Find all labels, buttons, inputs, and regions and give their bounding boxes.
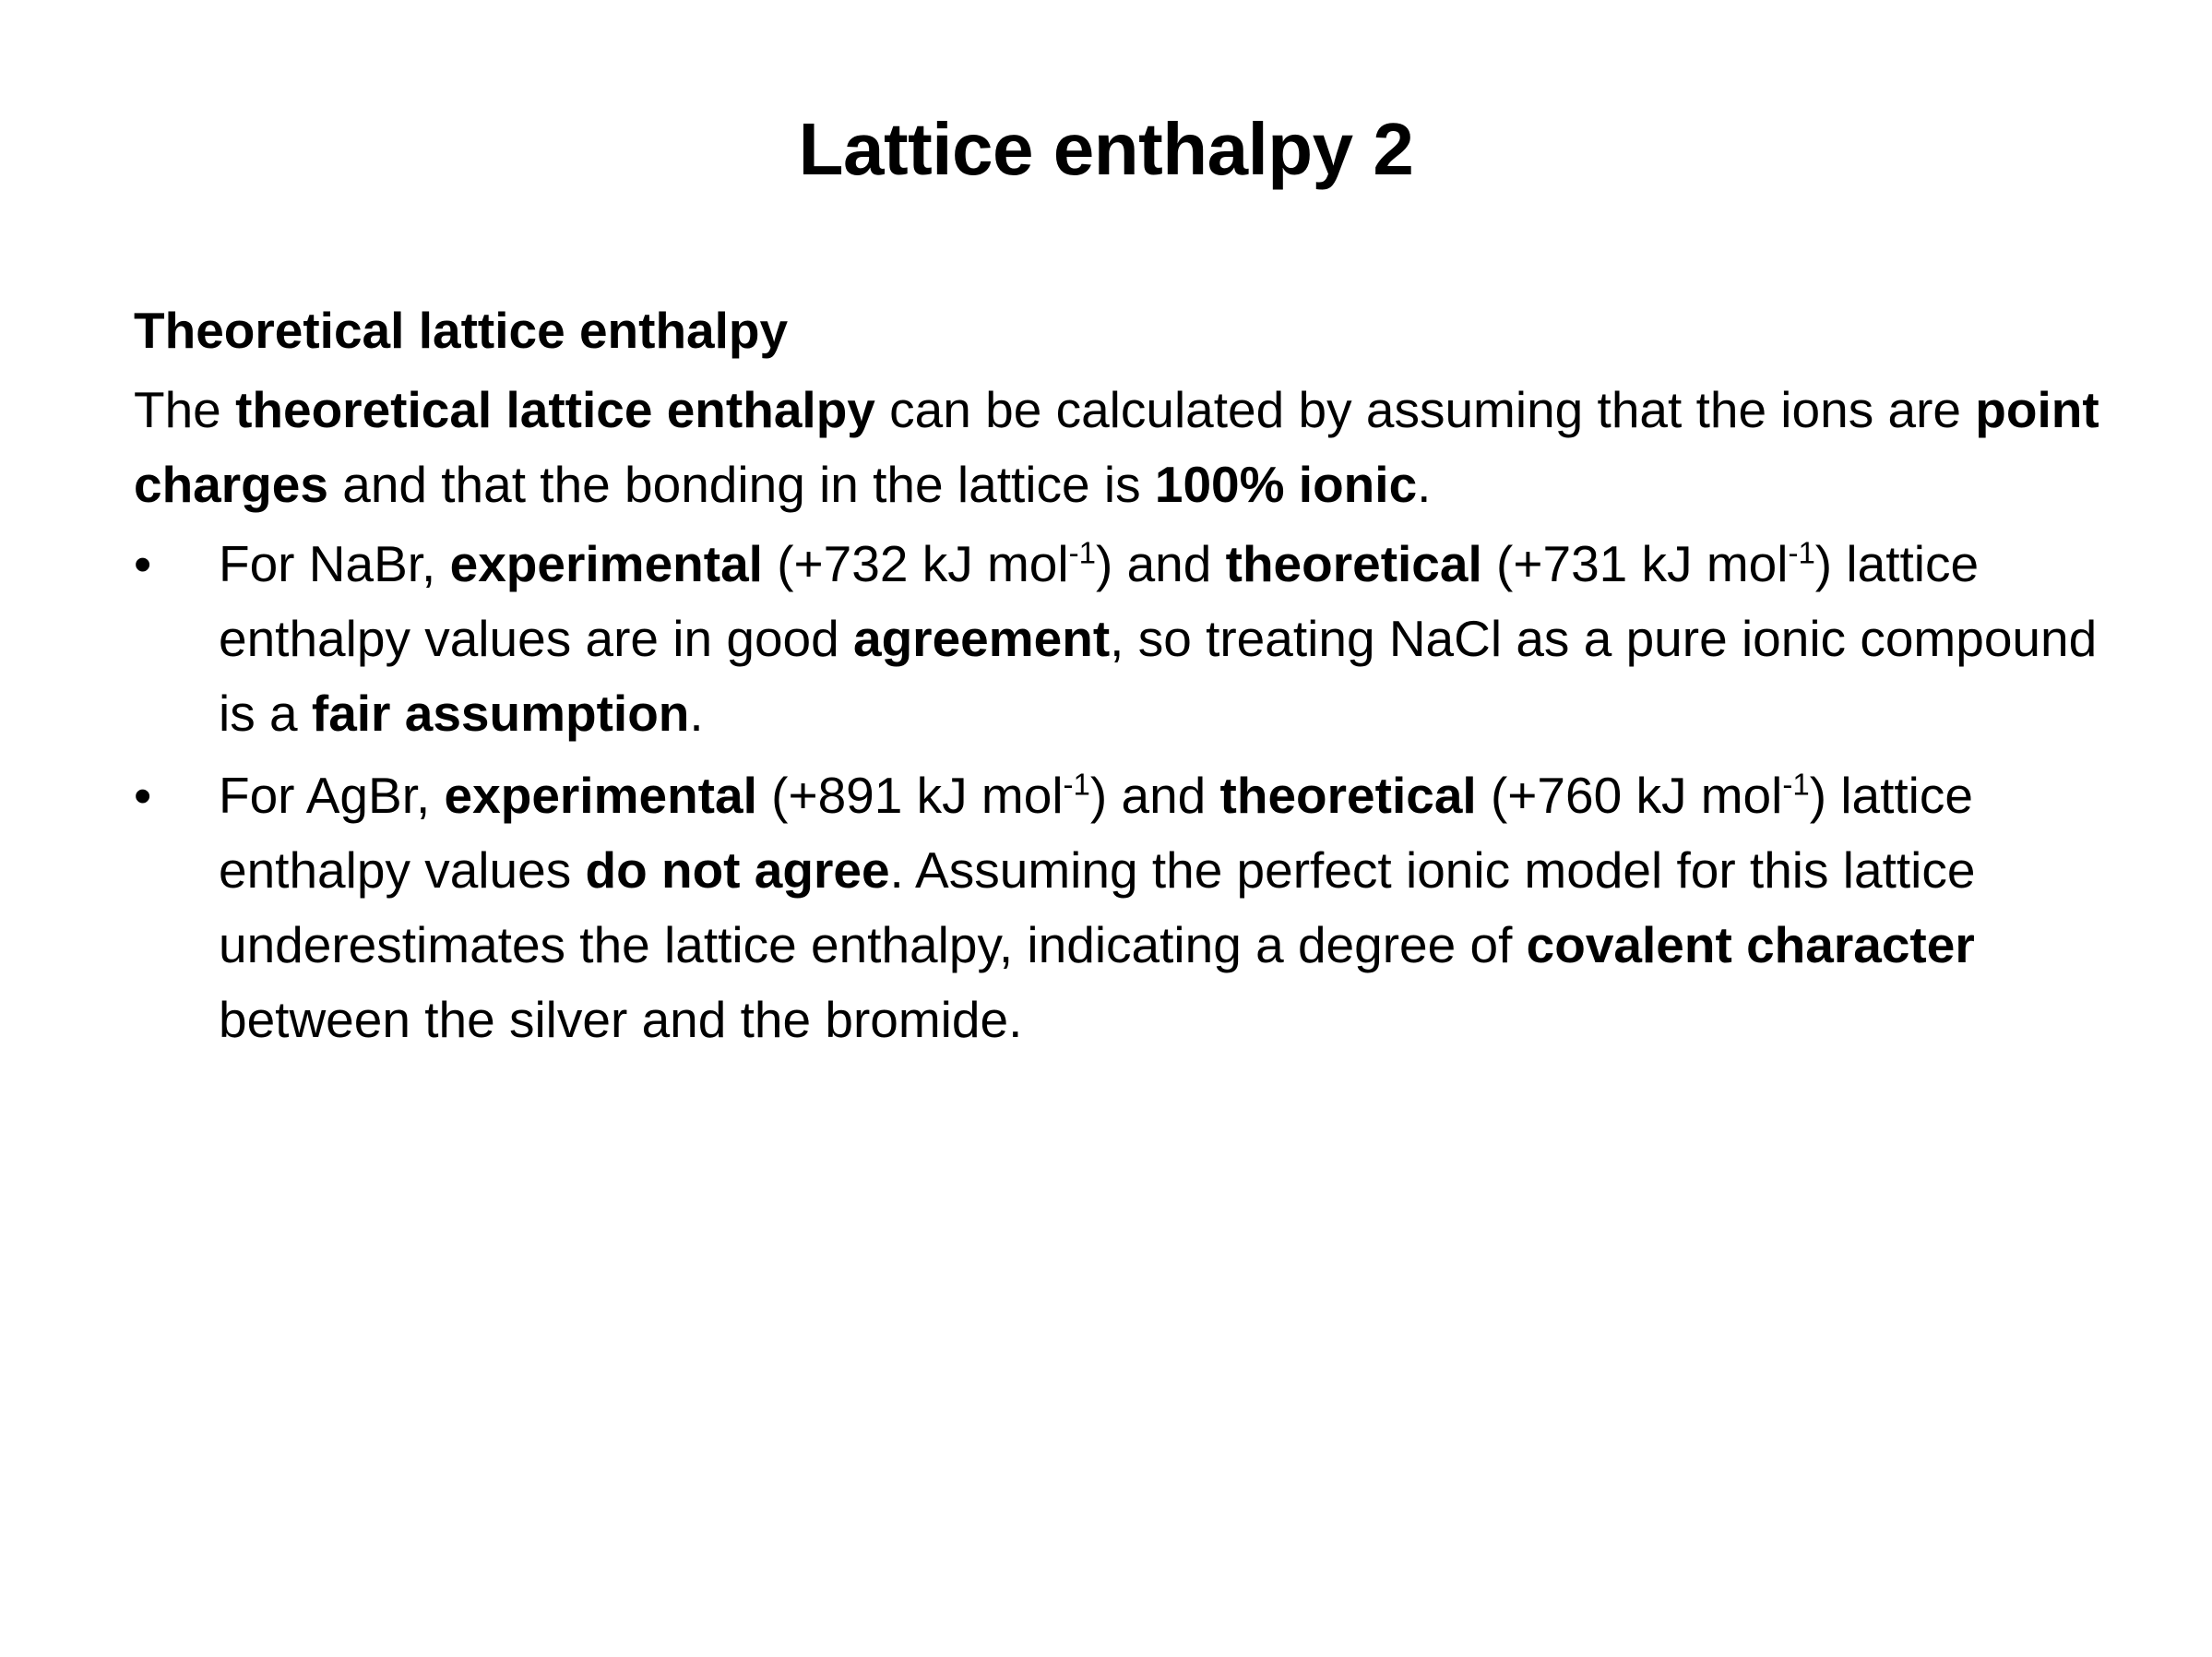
bullet-agbr bbox=[134, 758, 2108, 1057]
bullet-bold: fair assumption bbox=[311, 685, 690, 742]
bullet-bold: theoretical bbox=[1219, 767, 1477, 824]
bullet-text: (+760 kJ mol bbox=[1476, 767, 1783, 824]
bullet-text: (+732 kJ mol bbox=[762, 535, 1069, 592]
bullet-bold: experimental bbox=[444, 767, 757, 824]
intro-text-1: The bbox=[134, 381, 236, 438]
intro-paragraph bbox=[134, 373, 2108, 522]
intro-text-3: and that the bonding in the lattice is bbox=[327, 456, 1155, 513]
superscript: -1 bbox=[1788, 535, 1815, 570]
bullet-text: For AgBr, bbox=[219, 767, 445, 824]
superscript: -1 bbox=[1782, 767, 1810, 802]
bullet-bold: agreement bbox=[852, 610, 1111, 667]
section-heading: Theoretical lattice enthalpy bbox=[134, 302, 789, 359]
bullet-bold: experimental bbox=[449, 535, 763, 592]
bullet-text: . Assuming the perfect ionic model for this lattice underestimates the lattice enthalpy, indicating a degree of bbox=[219, 841, 1976, 973]
bullet-text: ) and bbox=[1095, 535, 1226, 592]
bullet-text: For NaBr, bbox=[219, 535, 450, 592]
intro-bold-point-charges: point charges bbox=[134, 381, 2099, 513]
bullet-dot-icon: • bbox=[134, 767, 152, 824]
bullet-list bbox=[134, 527, 2108, 1057]
bullet-dot-icon: • bbox=[134, 535, 152, 592]
bullet-text: . bbox=[689, 685, 704, 742]
superscript: -1 bbox=[1063, 767, 1090, 802]
bullet-nabr bbox=[134, 527, 2108, 751]
intro-text-4: . bbox=[1417, 456, 1432, 513]
bullet-text: (+731 kJ mol bbox=[1481, 535, 1789, 592]
bullet-text: ) and bbox=[1089, 767, 1220, 824]
intro-bold-theoretical-lattice-enthalpy: theoretical lattice enthalpy bbox=[235, 381, 875, 438]
bullet-text: ) lattice enthalpy values are in good bbox=[219, 535, 1980, 667]
intro-text-2: can be calculated by assuming that the ions are bbox=[874, 381, 1976, 438]
bullet-bold: theoretical bbox=[1225, 535, 1482, 592]
superscript: -1 bbox=[1068, 535, 1096, 570]
intro-bold-100-ionic: 100% ionic bbox=[1154, 456, 1418, 513]
slide-title: Lattice enthalpy 2 bbox=[798, 108, 1414, 190]
bullet-bold: covalent character bbox=[1526, 916, 1975, 973]
bullet-text: between the silver and the bromide. bbox=[219, 991, 1023, 1048]
bullet-text: (+891 kJ mol bbox=[756, 767, 1064, 824]
bullet-text: , so treating NaCl as a pure ionic compound is a bbox=[219, 610, 2098, 742]
bullet-text: ) lattice enthalpy values bbox=[219, 767, 1973, 899]
slide-body bbox=[134, 293, 2108, 1065]
bullet-bold: do not agree bbox=[585, 841, 890, 899]
